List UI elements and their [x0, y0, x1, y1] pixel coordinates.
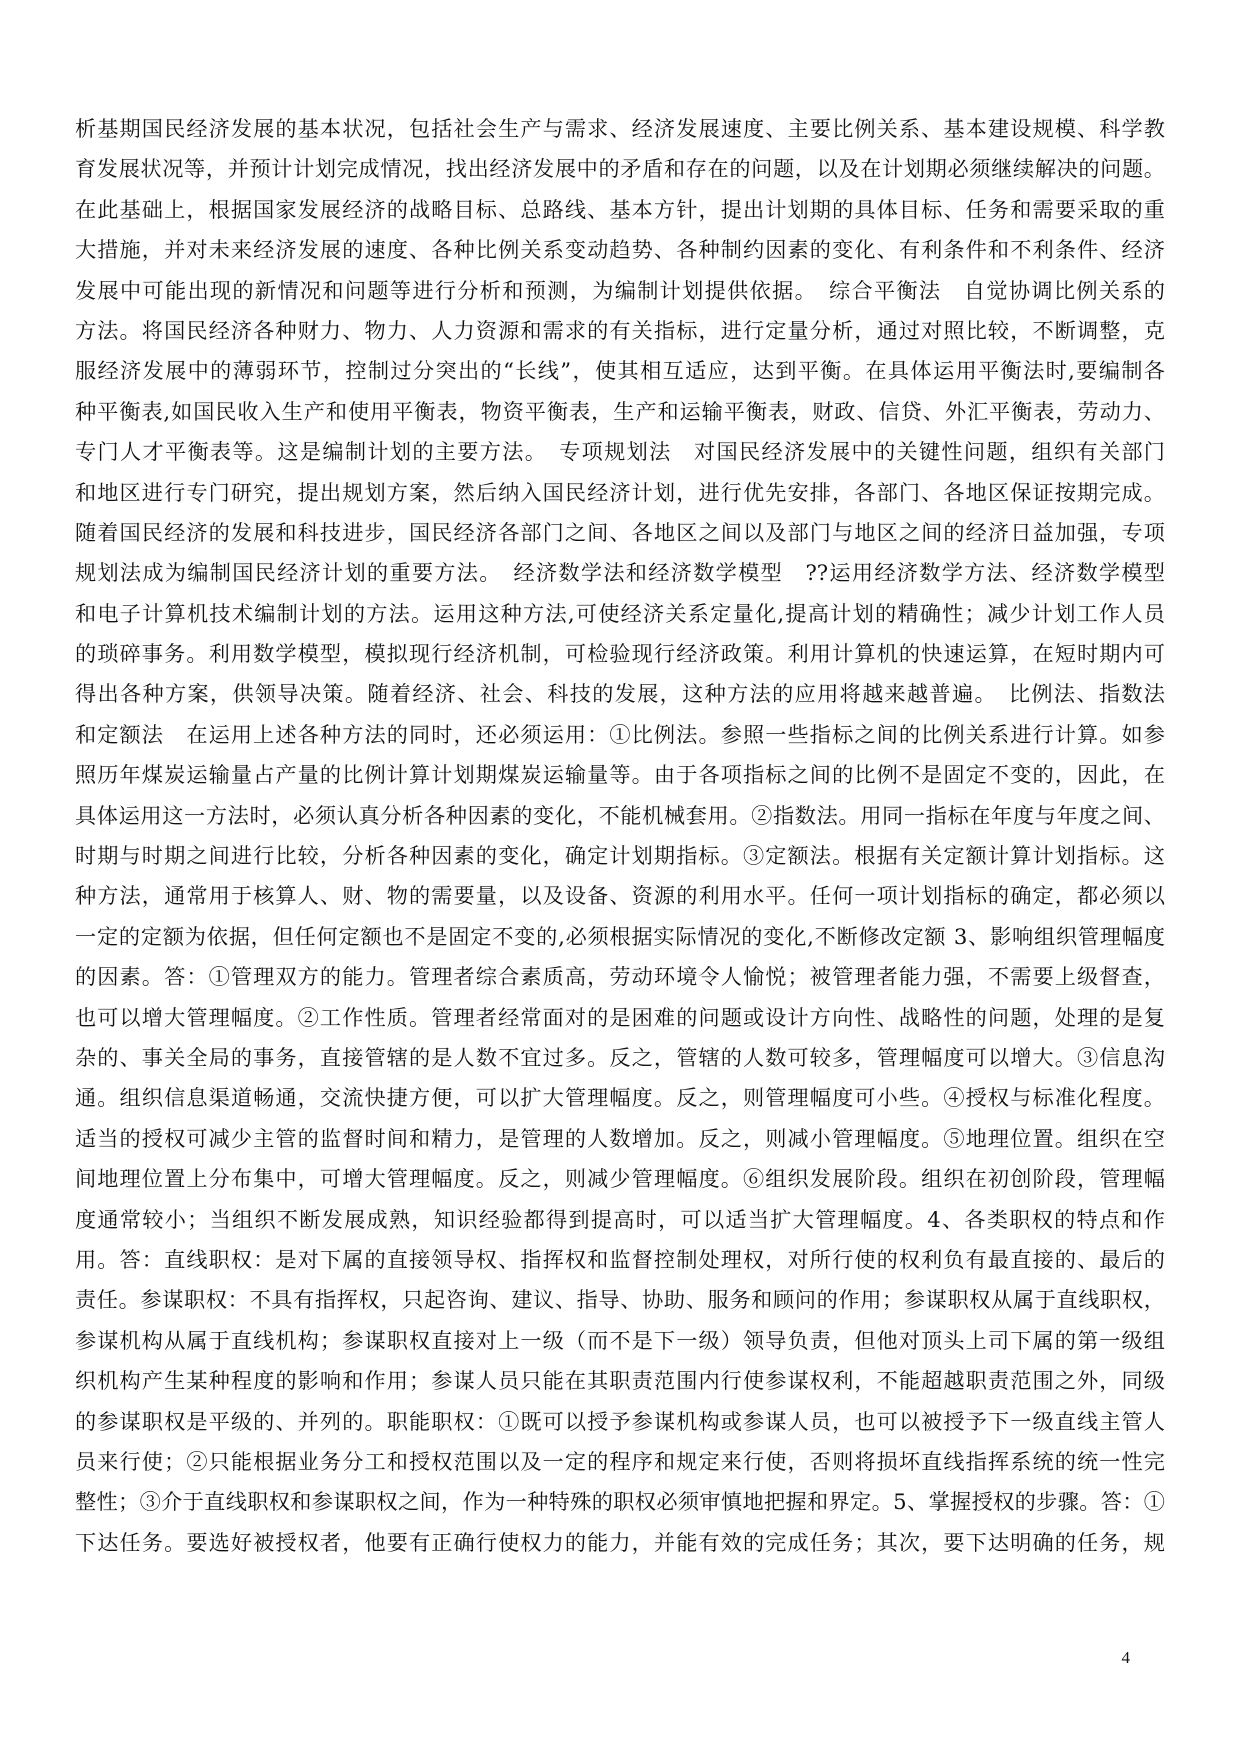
text-line: 具体运用这一方法时，必须认真分析各种因素的变化，不能机械套用。②指数法。用同一指标在年度与年度之间、: [75, 802, 1165, 828]
text-line: 用。答：直线职权：是对下属的直接领导权、指挥权和监督控制处理权，对所行使的权利负有最直接的、最后的: [75, 1246, 1165, 1272]
text-line: 方法。将国民经济各种财力、物力、人力资源和需求的有关指标，进行定量分析，通过对照比较，不断调整，克: [75, 317, 1165, 343]
body-text: [75, 109, 1165, 1563]
page-number: 4: [1121, 1648, 1130, 1667]
text-line: 度通常较小；当组织不断发展成熟，知识经验都得到提高时，可以适当扩大管理幅度。4、各类职权的特点和作: [75, 1206, 1165, 1232]
text-line: 织机构产生某种程度的影响和作用；参谋人员只能在其职责范围内行使参谋权利，不能超越职责范围之外，同级: [75, 1368, 1165, 1394]
text-line: 时期与时期之间进行比较，分析各种因素的变化，确定计划期指标。③定额法。根据有关定额计算计划指标。这: [75, 843, 1165, 869]
text-line: 和定额法 在运用上述各种方法的同时，还必须运用：①比例法。参照一些指标之间的比例关系进行计算。如参: [75, 721, 1165, 747]
text-line: 适当的授权可减少主管的监督时间和精力，是管理的人数增加。反之，则减小管理幅度。⑤地理位置。组织在空: [75, 1125, 1165, 1151]
text-line: 的参谋职权是平级的、并列的。职能职权：①既可以授予参谋机构或参谋人员，也可以被授予下一级直线主管人: [75, 1408, 1165, 1434]
text-line: 大措施，并对未来经济发展的速度、各种比例关系变动趋势、各种制约因素的变化、有利条件和不利条件、经济: [75, 237, 1165, 263]
text-line: 下达任务。要选好被授权者，他要有正确行使权力的能力，并能有效的完成任务；其次，要下达明确的任务，规: [75, 1529, 1165, 1555]
text-line: 和地区进行专门研究，提出规划方案，然后纳入国民经济计划，进行优先安排，各部门、各地区保证按期完成。: [75, 479, 1165, 505]
text-line: 随着国民经济的发展和科技进步，国民经济各部门之间、各地区之间以及部门与地区之间的经济日益加强，专项: [75, 519, 1165, 545]
text-line: 一定的定额为依据，但任何定额也不是固定不变的,必须根据实际情况的变化,不断修改定额 3、影响组织管理幅度: [75, 923, 1165, 949]
text-line: 也可以增大管理幅度。②工作性质。管理者经常面对的是困难的问题或设计方向性、战略性的问题，处理的是复: [75, 1004, 1165, 1030]
text-line: 整性；③介于直线职权和参谋职权之间，作为一种特殊的职权必须审慎地把握和界定。5、掌握授权的步骤。答：①: [75, 1489, 1165, 1515]
text-line: 种平衡表,如国民收入生产和使用平衡表，物资平衡表，生产和运输平衡表，财政、信贷、外汇平衡表，劳动力、: [75, 398, 1165, 424]
text-line: 和电子计算机技术编制计划的方法。运用这种方法,可使经济关系定量化,提高计划的精确性；减少计划工作人员: [75, 600, 1165, 626]
text-line: 种方法，通常用于核算人、财、物的需要量，以及设备、资源的利用水平。任何一项计划指标的确定，都必须以: [75, 883, 1165, 909]
text-line: 规划法成为编制国民经济计划的重要方法。 经济数学法和经济数学模型 ??运用经济数学方法、经济数学模型: [75, 560, 1165, 586]
text-line: 间地理位置上分布集中，可增大管理幅度。反之，则减少管理幅度。⑥组织发展阶段。组织在初创阶段，管理幅: [75, 1166, 1165, 1192]
text-line: 育发展状况等，并预计计划完成情况，找出经济发展中的矛盾和存在的问题，以及在计划期必须继续解决的问题。: [75, 156, 1165, 182]
text-line: 责任。参谋职权：不具有指挥权，只起咨询、建议、指导、协助、服务和顾问的作用；参谋职权从属于直线职权，: [75, 1287, 1165, 1313]
text-line: 参谋机构从属于直线机构；参谋职权直接对上一级（而不是下一级）领导负责，但他对顶头上司下属的第一级组: [75, 1327, 1165, 1353]
text-line: 服经济发展中的薄弱环节，控制过分突出的“长线”，使其相互适应，达到平衡。在具体运用平衡法时,要编制各: [75, 358, 1165, 384]
text-line: 析基期国民经济发展的基本状况，包括社会生产与需求、经济发展速度、主要比例关系、基本建设规模、科学教: [75, 116, 1165, 141]
text-line: 员来行使；②只能根据业务分工和授权范围以及一定的程序和规定来行使，否则将损坏直线指挥系统的统一性完: [75, 1448, 1165, 1474]
text-line: 杂的、事关全局的事务，直接管辖的是人数不宜过多。反之，管辖的人数可较多，管理幅度可以增大。③信息沟: [75, 1044, 1165, 1070]
text-line: 的因素。答：①管理双方的能力。管理者综合素质高，劳动环境令人愉悦；被管理者能力强，不需要上级督查，: [75, 964, 1165, 990]
text-line: 的琐碎事务。利用数学模型，模拟现行经济机制，可检验现行经济政策。利用计算机的快速运算，在短时期内可: [75, 641, 1165, 667]
text-line: 照历年煤炭运输量占产量的比例计算计划期煤炭运输量等。由于各项指标之间的比例不是固定不变的，因此，在: [75, 762, 1165, 788]
text-line: 得出各种方案，供领导决策。随着经济、社会、科技的发展，这种方法的应用将越来越普遍。 比例法、指数法: [75, 681, 1165, 707]
text-line: 专门人才平衡表等。这是编制计划的主要方法。 专项规划法 对国民经济发展中的关键性问题，组织有关部门: [75, 439, 1165, 465]
text-line: 在此基础上，根据国家发展经济的战略目标、总路线、基本方针，提出计划期的具体目标、任务和需要采取的重: [75, 196, 1165, 222]
text-line: 通。组织信息渠道畅通，交流快捷方便，可以扩大管理幅度。反之，则管理幅度可小些。④授权与标准化程度。: [75, 1085, 1165, 1111]
text-line: 发展中可能出现的新情况和问题等进行分析和预测，为编制计划提供依据。 综合平衡法 自觉协调比例关系的: [75, 277, 1165, 303]
